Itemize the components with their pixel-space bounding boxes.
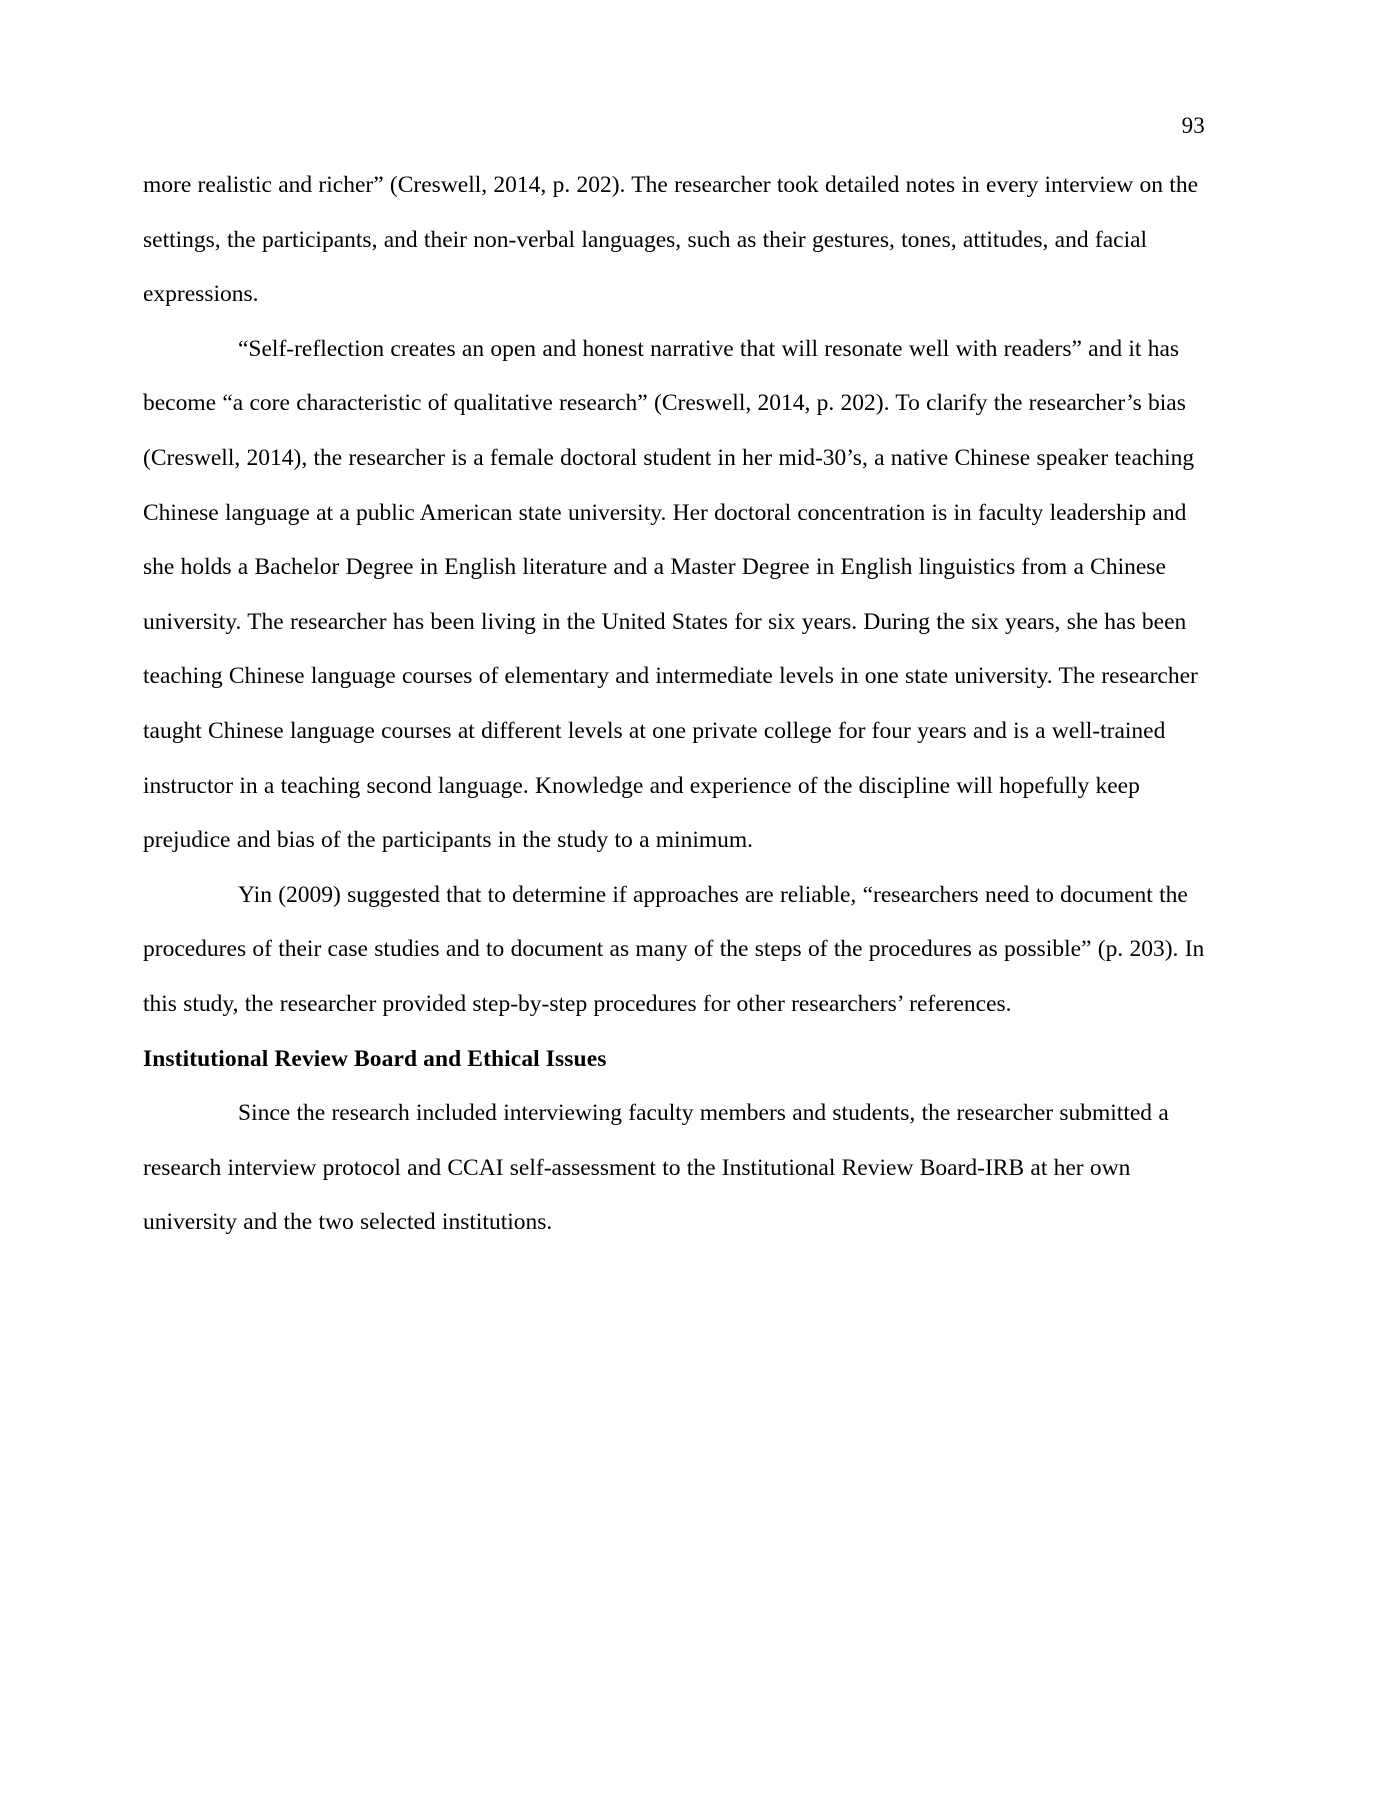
body-paragraph: more realistic and richer” (Creswell, 2014, p. 202). The researcher took detailed notes in every interview on the settings, the participants, and their non-verbal languages, such as their gestures, tones, attitudes, and facial expressions.: [143, 172, 1198, 308]
page-number: 93: [1181, 113, 1205, 138]
document-body: [143, 158, 1206, 1250]
body-paragraph: “Self-reflection creates an open and honest narrative that will resonate well with readers” and it has become “a core characteristic of qualitative research” (Creswell, 2014, p. 202). To clarify the researcher’s bias (Creswell, 2014), the researcher is a female doctoral student in her mid-30’s, a native Chinese speaker teaching Chinese language at a public American state university. Her doctoral concentration is in faculty leadership and she holds a Bachelor Degree in English literature and a Master Degree in English linguistics from a Chinese university. The researcher has been living in the United States for six years. During the six years, she has been teaching Chinese language courses of elementary and intermediate levels in one state university. The researcher taught Chinese language courses at different levels at one private college for four years and is a well-trained instructor in a teaching second language. Knowledge and experience of the discipline will hopefully keep prejudice and bias of the participants in the study to a minimum.: [143, 335, 1198, 854]
page-header: [143, 112, 1205, 140]
body-paragraph: Since the research included interviewing faculty members and students, the researcher submitted a research interview protocol and CCAI self-assessment to the Institutional Review Board-IRB at her own university and the two selected institutions.: [143, 1100, 1169, 1236]
section-heading: Institutional Review Board and Ethical Issues: [143, 1045, 607, 1072]
body-paragraph: Yin (2009) suggested that to determine if approaches are reliable, “researchers need to document the procedures of their case studies and to document as many of the steps of the procedures as possible” (p. 203). In this study, the researcher provided step-by-step procedures for other researchers’ references.: [143, 881, 1205, 1017]
